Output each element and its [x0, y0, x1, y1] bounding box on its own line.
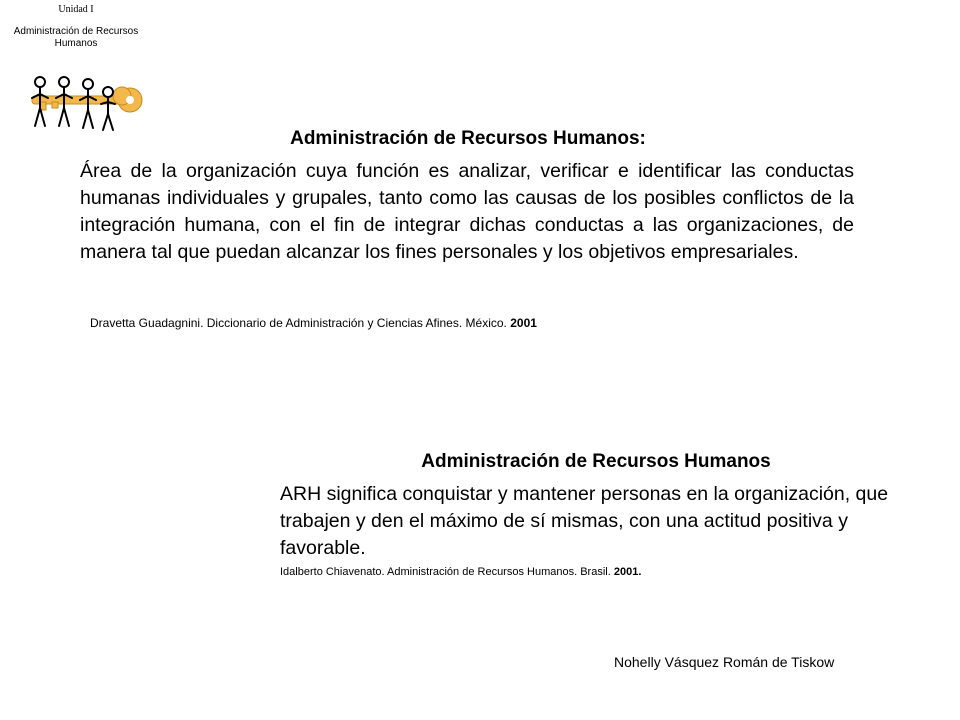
author-name: Nohelly Vásquez Román de Tiskow: [614, 654, 835, 670]
section1-definition: Área de la organización cuya función es analizar, verificar e identificar las conductas humanas individuales y grupales, tanto como las causas de los posibles conflictos de la integración humana, con el fin de integrar dichas conductas a las organizaciones, de manera tal que puedan alcanzar los fines personales y los objetivos empresariales.: [80, 160, 854, 263]
section2-citation: [280, 566, 641, 578]
section1-citation-year: 2001: [510, 316, 537, 330]
section1-citation: [90, 316, 537, 330]
section2-citation-text: Idalberto Chiavenato. Administración de Recursos Humanos. Brasil.: [280, 566, 611, 578]
section1-title: Administración de Recursos Humanos:: [290, 128, 646, 149]
people-carrying-key-icon: [26, 74, 148, 134]
header-unit: Unidad I: [58, 4, 94, 15]
header-course-title: Administración de Recursos Humanos: [13, 26, 139, 49]
section2-citation-year: 2001.: [613, 566, 642, 578]
section2-definition: ARH significa conquistar y mantener personas en la organización, que trabajen y den el máximo de sí mismas, con una actitud positiva y favorable.: [280, 483, 889, 559]
section2-title: Administración de Recursos Humanos: [421, 451, 771, 472]
section1-citation-text: Dravetta Guadagnini. Diccionario de Administración y Ciencias Afines. México.: [90, 316, 507, 330]
